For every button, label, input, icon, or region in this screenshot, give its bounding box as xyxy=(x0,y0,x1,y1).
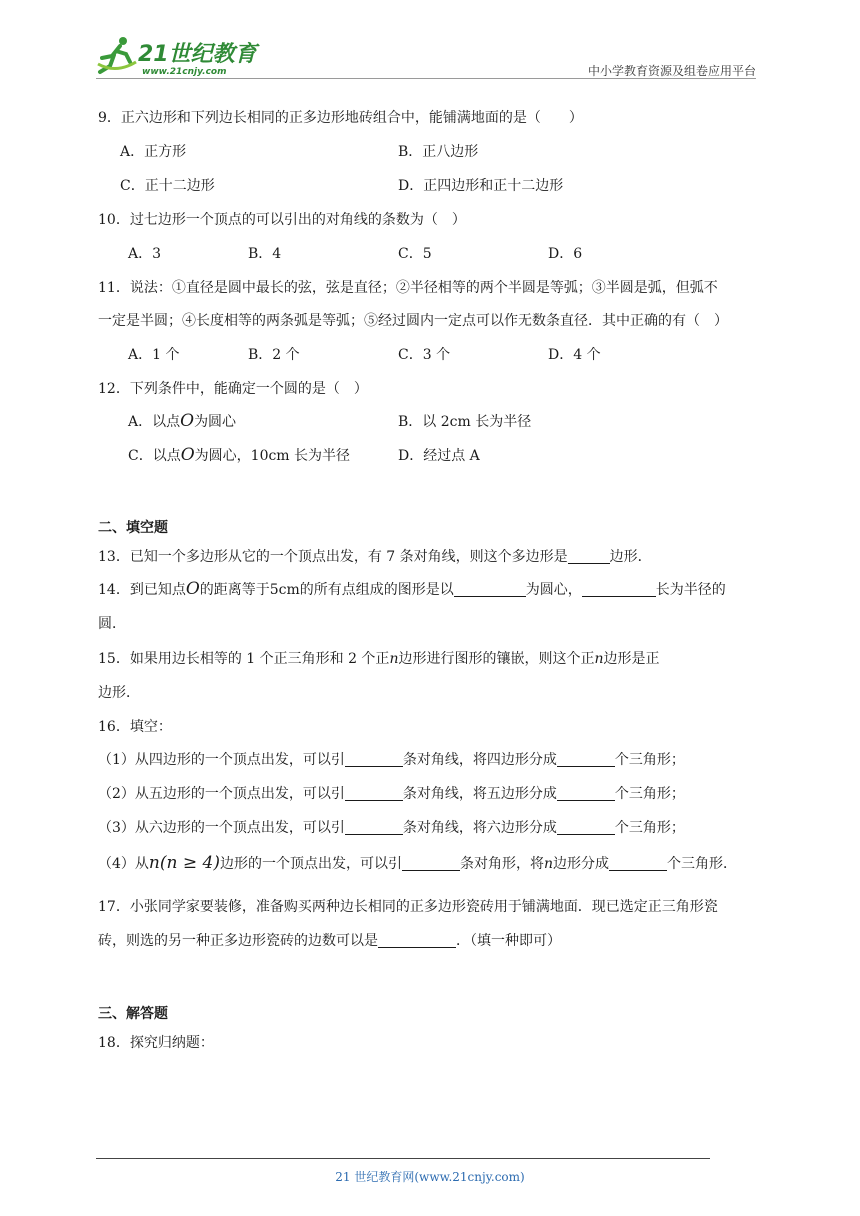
q9-option-b: B．正八边形 xyxy=(398,144,479,160)
q17-blank xyxy=(378,933,456,948)
q14-line-2: 圆． xyxy=(98,616,126,632)
q10-option-b: B．4 xyxy=(248,246,282,262)
q16-stem: 16．填空： xyxy=(98,719,172,735)
q12-stem: 12．下列条件中，能确定一个圆的是（ ） xyxy=(98,381,368,397)
section-3-title: 三、解答题 xyxy=(98,1006,168,1022)
q10-stem: 10．过七边形一个顶点的可以引出的对角线的条数为（ ） xyxy=(98,212,466,228)
q18-stem: 18．探究归纳题： xyxy=(98,1035,214,1051)
q10-option-c: C．5 xyxy=(398,246,432,262)
q12-option-a: A．以点O为圆心 xyxy=(128,411,237,431)
q9-option-d: D．正四边形和正十二边形 xyxy=(398,178,564,194)
q15-line-1: 15．如果用边长相等的 1 个正三角形和 2 个正n边形进行图形的镶嵌，则这个正n边形是正 xyxy=(98,651,660,667)
q9-option-c: C．正十二边形 xyxy=(120,178,215,194)
runner-logo-icon xyxy=(98,37,136,72)
q11-option-c: C．3 个 xyxy=(398,347,451,363)
section-2-title: 二、填空题 xyxy=(98,520,168,536)
q14-line-1: 14．到已知点O的距离等于5cm的所有点组成的图形是以 为圆心， 长为半径的 xyxy=(98,579,726,599)
q9-option-a: A．正方形 xyxy=(120,144,187,160)
q13: 13．已知一个多边形从它的一个顶点出发，有 7 条对角线，则这个多边形是 边形． xyxy=(98,549,652,565)
footer-text: 21 世纪教育网(www.21cnjy.com) xyxy=(335,1170,525,1184)
q17-line-2: 砖，则选的另一种正多边形瓷砖的边数可以是 ．（填一种即可） xyxy=(98,933,561,949)
q11-option-d: D．4 个 xyxy=(548,347,601,363)
site-logo xyxy=(96,34,266,78)
q13-blank xyxy=(568,549,610,564)
q14-blank-2 xyxy=(582,582,656,597)
q16-row-2: （2）从五边形的一个顶点出发，可以引 条对角线，将五边形分成 个三角形； xyxy=(98,786,685,802)
q16-row-4: （4）从n(n ≥ 4)边形的一个顶点出发，可以引 条对角形，将n边形分成 个三角形． xyxy=(98,853,737,873)
q11-option-b: B．2 个 xyxy=(248,347,300,363)
q16-row-3: （3）从六边形的一个顶点出发，可以引 条对角线，将六边形分成 个三角形； xyxy=(98,820,685,836)
q12-option-d: D．经过点 A xyxy=(398,448,480,464)
q17-line-1: 17．小张同学家要装修，准备购买两种边长相同的正多边形瓷砖用于铺满地面．现已选定正三角形瓷 xyxy=(98,899,718,915)
q11-line-1: 11．说法：①直径是圆中最长的弦，弦是直径；②半径相等的两个半圆是等弧；③半圆是弧，但弧不 xyxy=(98,280,718,296)
footer-divider xyxy=(96,1158,710,1159)
q12-option-c: C．以点O为圆心，10cm 长为半径 xyxy=(128,445,351,465)
q14-blank-1 xyxy=(454,582,526,597)
q10-option-a: A．3 xyxy=(128,246,162,262)
q9-stem: 9．正六边形和下列边长相同的正多边形地砖组合中，能铺满地面的是（ ） xyxy=(98,110,583,126)
header-divider xyxy=(96,78,756,79)
q11-line-2: 一定是半圆；④长度相等的两条弧是等弧；⑤经过圆内一定点可以作无数条直径．其中正确的有（ ） xyxy=(98,313,728,329)
q10-option-d: D．6 xyxy=(548,246,583,262)
q15-line-2: 边形． xyxy=(98,685,140,701)
header-platform-text: 中小学教育资源及组卷应用平台 xyxy=(587,64,756,78)
svg-text:www.21cnjy.com: www.21cnjy.com xyxy=(142,67,227,77)
q12-option-b: B．以 2cm 长为半径 xyxy=(398,414,532,430)
svg-text:21世纪教育: 21世纪教育 xyxy=(138,42,257,67)
q16-row-1: （1）从四边形的一个顶点出发，可以引 条对角线，将四边形分成 个三角形； xyxy=(98,752,685,768)
q11-option-a: A．1 个 xyxy=(128,347,180,363)
